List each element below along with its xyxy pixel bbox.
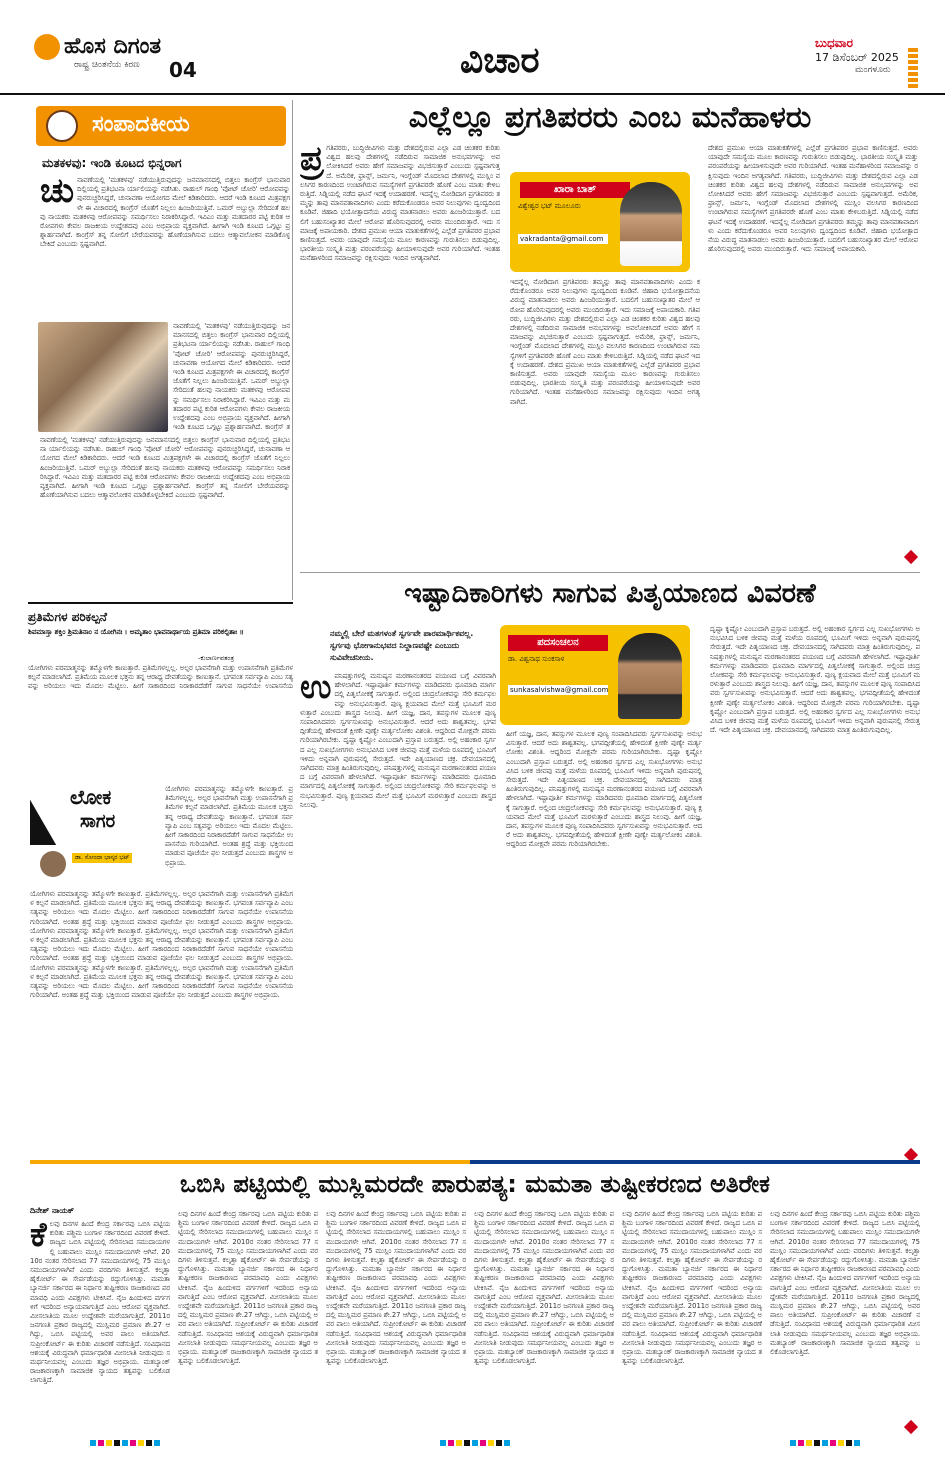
pratimegala-body-side	[165, 785, 293, 885]
article-2-body-2c: ಪನಿಷತ್ತುಗಳಲ್ಲಿ ಮನುಷ್ಯನ ಮರಣಾನಂತರದ ಪಯಣದ ಬಗ್ಗೆ ವಿವರವಾಗಿ ಹೇಳಲಾಗಿದೆ. ಇಷ್ಟಾಪೂರ್ತಿ ಕರ್ಮಗಳನ್ನು ಮಾಡಿದವರು ಧೂಮಾದಿ ಮಾರ್ಗದಲ್ಲಿ ಪಿತೃಲೋಕಕ್ಕೆ ಸಾಗುತ್ತಾರೆ. ಅಲ್ಲಿಂದ ಚಂದ್ರಲೋಕವನ್ನು ಸೇರಿ ಕರ್ಮಫಲವನ್ನು ಅನುಭವಿಸುತ್ತಾರೆ. ಪುಣ್ಯ ಕ್ಷಯವಾದ ಮೇಲೆ ಮತ್ತೆ ಭೂಮಿಗೆ ಮರಳುತ್ತಾರೆ ಎಂಬುದು ಶಾಸ್ತ್ರದ ನಿಲುವು.	[506, 785, 702, 821]
columnist-box-1	[510, 172, 690, 272]
article-1-body-1b: ಇದನ್ನೆಲ್ಲ ನೋಡಿದಾಗ ಪ್ರಗತಿಪರರು ತಮ್ಮನ್ನು ತಾವು ಮಾನವತಾವಾದಿಗಳು ಎಂದು ಕರೆದುಕೊಂಡರೂ ಅವರ ನಿಲುವುಗಳು ದ್ವಂದ್ವದಿಂದ ಕೂಡಿವೆ. ಜಿಹಾದಿ ಭಯೋತ್ಪಾದನೆಯ ವಿರುದ್ಧ ಮಾತನಾಡಲು ಅವರು ಹಿಂಜರಿಯುತ್ತಾರೆ. ಬದಲಿಗೆ ಬಹುಸಂಖ್ಯಾತರ ಮೇಲೆ ಆರೋಪ ಹೊರಿಸುವುದರಲ್ಲಿ ಅವರು ಮುಂದಿರುತ್ತಾರೆ. ಇದು ಸಮಾಜಕ್ಕೆ ಅಪಾಯಕಾರಿ.	[300, 190, 500, 235]
pratimegala-body-bottom	[30, 890, 293, 1160]
article-2-body-2: ಹೀಗೆ ಯಜ್ಞ, ದಾನ, ತಪಸ್ಸುಗಳ ಮೂಲಕ ಪುಣ್ಯ ಸಂಪಾದಿಸಿದವರು ಸ್ವರ್ಗಸುಖವನ್ನು ಅನುಭವಿಸುತ್ತಾರೆ. ಆದರೆ ಅದು ಶಾಶ್ವತವಲ್ಲ. ಭಗವದ್ಗೀತೆಯಲ್ಲಿ ಹೇಳಿದಂತೆ ಕ್ಷೀಣೇ ಪುಣ್ಯೇ ಮರ್ತ್ಯಲೋಕಂ ವಿಶಂತಿ. ಆದ್ದರಿಂದ ಮೋಕ್ಷವೇ ಪರಮ ಗುರಿಯಾಗಿರಬೇಕು.	[506, 730, 702, 757]
article-2-body-3d: ದೃಷ್ಟಾ ಕೃಷ್ಣೋ ಎಂಬುದಾಗಿ ಪ್ರಸ್ತಾಪ ಬರುತ್ತದೆ. ಅಲ್ಲಿ ಅಹಂಕಾರ ಸ್ವರ್ಗದ ಎಲ್ಲ ಸುಖಭೋಗಗಳು ಅನುಭವಿಸಿದ ಬಳಿಕ ಜೀವವು ಮತ್ತೆ ಮಳೆಯ ರೂಪದಲ್ಲಿ ಭೂಮಿಗೆ ಇಳಿದು ಅನ್ನವಾಗಿ ಪುರುಷನಲ್ಲಿ ಸೇರುತ್ತದೆ. ಇದೇ ಪಿತೃಯಾಣದ ಚಕ್ರ. ದೇವಯಾನದಲ್ಲಿ ಸಾಗಿದವರು ಮಾತ್ರ ಹಿಂತಿರುಗುವುದಿಲ್ಲ.	[710, 698, 920, 735]
article-2-body-1b: ಹೀಗೆ ಯಜ್ಞ, ದಾನ, ತಪಸ್ಸುಗಳ ಮೂಲಕ ಪುಣ್ಯ ಸಂಪಾದಿಸಿದವರು ಸ್ವರ್ಗಸುಖವನ್ನು ಅನುಭವಿಸುತ್ತಾರೆ. ಆದರೆ ಅದು ಶಾಶ್ವತವಲ್ಲ. ಭಗವದ್ಗೀತೆಯಲ್ಲಿ ಹೇಳಿದಂತೆ ಕ್ಷೀಣೇ ಪುಣ್ಯೇ ಮರ್ತ್ಯಲೋಕಂ ವಿಶಂತಿ. ಆದ್ದರಿಂದ ಮೋಕ್ಷವೇ ಪರಮ ಗುರಿಯಾಗಿರಬೇಕು.	[300, 708, 496, 745]
edition-city: ಮಂಗಳೂರು	[855, 65, 891, 75]
loka-title: ಲೋಕ	[70, 785, 112, 809]
editorial-body-side	[173, 322, 290, 432]
print-color-bar	[440, 1440, 510, 1446]
editorial-body-bottom	[40, 436, 290, 596]
columnist-email-2[interactable]: sunkasalvishwa@gmail.com	[510, 686, 609, 694]
editorial-body-cont: ನಾವಣೆಯಲ್ಲಿ 'ಮತಕಳವು' ನಡೆಯುತ್ತಿರುವುದನ್ನು ಜನಮಾನಸದಲ್ಲಿ ಬಿತ್ತಲು ಕಾಂಗ್ರೆಸ್ ಭಾನುವಾರ ದಿಲ್ಲಿಯಲ್ಲಿ ಪ್ರತಿಭಟನಾ ರ್ಯಾಲಿಯನ್ನು ನಡೆಸಿತು. ರಾಹುಲ್ ಗಾಂಧಿ 'ವೋಟ್ ಚೋರಿ' ಆರೋಪವನ್ನು ಪುನರುಚ್ಚರಿಸಿದ್ದರೆ, ಚುನಾವಣಾ ಆಯೋಗದ ಮೇಲೆ ಕಿಡಿಕಾರಿದರು. ಆದರೆ ಇಂಡಿ ಕೂಟದ ಮಿತ್ರಪಕ್ಷಗಳೇ ಈ ವಿಚಾರದಲ್ಲಿ ಕಾಂಗ್ರೆಸ್ ಜೊತೆಗೆ ನಿಲ್ಲಲು ಹಿಂಜರಿಯುತ್ತಿವೆ. ಒಮರ್ ಅಬ್ದುಲ್ಲಾ ಸೇರಿದಂತೆ ಹಲವು ನಾಯಕರು ಮತಕಳವು ಆರೋಪವನ್ನು ಸಮರ್ಥಿಸಲು ನಿರಾಕರಿಸಿದ್ದಾರೆ. ಇವಿಎಂ ಮತ್ತು ಮತದಾರರ ಪಟ್ಟಿ ಕುರಿತ ಆರೋಪಗಳು ಕೇವಲ ರಾಜಕೀಯ ಉದ್ದೇಶದವು ಎಂಬ ಅಭಿಪ್ರಾಯ ವ್ಯಕ್ತವಾಗಿದೆ. ಹೀಗಾಗಿ ಇಂಡಿ ಕೂಟದ ಒಗ್ಗಟ್ಟು ಪ್ರಶ್ನಾರ್ಹವಾಗಿದೆ. ಕಾಂಗ್ರೆಸ್ ತ	[173, 322, 290, 432]
pratimegala-body-a: ಯೋಗಿಗಳು ಪರಮಾತ್ಮನನ್ನು ತಮ್ಮೊಳಗೇ ಕಾಣುತ್ತಾರೆ. ಪ್ರತಿಮೆಗಳಲ್ಲಲ್ಲ. ಅಲ್ಪರ ಭಾವನೆಗಾಗಿ ಮತ್ತು ಉಪಾಸನೆಗಾಗಿ ಪ್ರತಿಮೆಗಳ ಕಲ್ಪನೆ ಮಾಡಲಾಗಿದೆ. ಪ್ರತಿಮೆಯ ಮೂಲಕ ಭಕ್ತನು ತನ್ನ ಆರಾಧ್ಯ ದೇವತೆಯನ್ನು ಕಾಣುತ್ತಾನೆ. ಭಗವಂತ ಸರ್ವವ್ಯಾಪಿ ಎಂಬ ಸತ್ಯವನ್ನು ಅರಿಯಲು ಇದು ಮೊದಲ ಮೆಟ್ಟಿಲು. ಹೀಗೆ ಸಾಕಾರದಿಂದ ನಿರಾಕಾರದೆಡೆಗೆ ಸಾಗುವ ಸಾಧನೆಯೇ ಉಪಾಸನೆಯ	[28, 664, 293, 690]
article-1-body-2c: ದೇಶದ ಪ್ರಮುಖ ಆಯಾ ಮಾತುಕತೆಗಳಲ್ಲಿ ಎಲ್ಲೆಡೆ ಪ್ರಗತಿಪರರ ಪ್ರಭಾವ ಕಾಣಿಸುತ್ತದೆ. ಅವರು ಯಾವುದೇ ಸಮಸ್ಯೆಯ ಮೂಲ ಕಾರಣವನ್ನು ಗುರುತಿಸಲು ಬಿಡುವುದಿಲ್ಲ. ಭಾರತೀಯ ಸಂಸ್ಕೃತಿ ಮತ್ತು ಪರಂಪರೆಯನ್ನು ಹೀಯಾಳಿಸುವುದೇ ಅವರ ಗುರಿಯಾಗಿದೆ. ಇಂತಹ ಮನೆಹಾಳರಿಂದ ಸಮಾಜವನ್ನು ರಕ್ಷಿಸುವುದು ಇಂದಿನ ಅಗತ್ಯವಾಗಿದೆ.	[510, 360, 700, 406]
editorial-dropcap: ಚು	[40, 176, 75, 211]
article-2-body-2b: ದೃಷ್ಟಾ ಕೃಷ್ಣೋ ಎಂಬುದಾಗಿ ಪ್ರಸ್ತಾಪ ಬರುತ್ತದೆ. ಅಲ್ಲಿ ಅಹಂಕಾರ ಸ್ವರ್ಗದ ಎಲ್ಲ ಸುಖಭೋಗಗಳು ಅನುಭವಿಸಿದ ಬಳಿಕ ಜೀವವು ಮತ್ತೆ ಮಳೆಯ ರೂಪದಲ್ಲಿ ಭೂಮಿಗೆ ಇಳಿದು ಅನ್ನವಾಗಿ ಪುರುಷನಲ್ಲಿ ಸೇರುತ್ತದೆ. ಇದೇ ಪಿತೃಯಾಣದ ಚಕ್ರ. ದೇವಯಾನದಲ್ಲಿ ಸಾಗಿದವರು ಮಾತ್ರ ಹಿಂತಿರುಗುವುದಿಲ್ಲ.	[506, 748, 702, 794]
columnist-photo	[620, 182, 682, 266]
bottom-col-4	[474, 1210, 614, 1430]
article-2-body-3: ದೃಷ್ಟಾ ಕೃಷ್ಣೋ ಎಂಬುದಾಗಿ ಪ್ರಸ್ತಾಪ ಬರುತ್ತದೆ. ಅಲ್ಲಿ ಅಹಂಕಾರ ಸ್ವರ್ಗದ ಎಲ್ಲ ಸುಖಭೋಗಗಳು ಅನುಭವಿಸಿದ ಬಳಿಕ ಜೀವವು ಮತ್ತೆ ಮಳೆಯ ರೂಪದಲ್ಲಿ ಭೂಮಿಗೆ ಇಳಿದು ಅನ್ನವಾಗಿ ಪುರುಷನಲ್ಲಿ ಸೇರುತ್ತದೆ. ಇದೇ ಪಿತೃಯಾಣದ ಚಕ್ರ. ದೇವಯಾನದಲ್ಲಿ ಸಾಗಿದವರು ಮಾತ್ರ ಹಿಂತಿರುಗುವುದಿಲ್ಲ.	[710, 625, 920, 652]
article-2-body-2d: ಹೀಗೆ ಯಜ್ಞ, ದಾನ, ತಪಸ್ಸುಗಳ ಮೂಲಕ ಪುಣ್ಯ ಸಂಪಾದಿಸಿದವರು ಸ್ವರ್ಗಸುಖವನ್ನು ಅನುಭವಿಸುತ್ತಾರೆ. ಆದರೆ ಅದು ಶಾಶ್ವತವಲ್ಲ. ಭಗವದ್ಗೀತೆಯಲ್ಲಿ ಹೇಳಿದಂತೆ ಕ್ಷೀಣೇ ಪುಣ್ಯೇ ಮರ್ತ್ಯಲೋಕಂ ವಿಶಂತಿ. ಆದ್ದರಿಂದ ಮೋಕ್ಷವೇ ಪರಮ ಗುರಿಯಾಗಿರಬೇಕು.	[506, 812, 702, 849]
article-1-body-2: ಇದನ್ನೆಲ್ಲ ನೋಡಿದಾಗ ಪ್ರಗತಿಪರರು ತಮ್ಮನ್ನು ತಾವು ಮಾನವತಾವಾದಿಗಳು ಎಂದು ಕರೆದುಕೊಂಡರೂ ಅವರ ನಿಲುವುಗಳು ದ್ವಂದ್ವದಿಂದ ಕೂಡಿವೆ. ಜಿಹಾದಿ ಭಯೋತ್ಪಾದನೆಯ ವಿರುದ್ಧ ಮಾತನಾಡಲು ಅವರು ಹಿಂಜರಿಯುತ್ತಾರೆ. ಬದಲಿಗೆ ಬಹುಸಂಖ್ಯಾತರ ಮೇಲೆ ಆರೋಪ ಹೊರಿಸುವುದರಲ್ಲಿ ಅವರು ಮುಂದಿರುತ್ತಾರೆ. ಇದು ಸಮಾಜಕ್ಕೆ ಅಪಾಯಕಾರಿ.	[510, 278, 700, 314]
bottom-col-1	[30, 1220, 170, 1430]
bottom-col-2	[178, 1210, 318, 1430]
article-1	[300, 100, 920, 570]
article-1-col-3	[708, 144, 918, 564]
columnist-name: ವಿಶ್ವೇಶ್ವರ ಭಟ್ ಮೂಲೂರು	[518, 202, 581, 210]
article-1-headline[interactable]: ಎಲ್ಲೆಲ್ಲೂ ಪ್ರಗತಿಪರರು ಎಂಬ ಮನೆಹಾಳರು	[408, 100, 812, 135]
article-2-headline[interactable]: ಇಷ್ಟಾದಿಕಾರಿಗಳು ಸಾಗುವ ಪಿತೃಯಾಣದ ವಿವರಣೆ	[404, 578, 816, 609]
editorial-headline[interactable]: ಮತಕಳವು: ಇಂಡಿ ಕೂಟದ ಭಿನ್ನರಾಗ	[42, 156, 182, 170]
sun-logo-icon	[34, 34, 60, 60]
editorial-badge	[36, 106, 286, 146]
column-name-2: ಪದಸಂಚಲನ	[508, 635, 608, 651]
bottom-body-3: ಲವು ದಿನಗಳ ಹಿಂದೆ ಕೇಂದ್ರ ಸರ್ಕಾರವು ಒಬಿಸಿ ಪಟ್ಟಿಯ ಕುರಿತು ಪಶ್ಚಿಮ ಬಂಗಾಳ ಸರ್ಕಾರದಿಂದ ವಿವರಣೆ ಕೇಳಿದೆ. ರಾಜ್ಯದ ಒಬಿಸಿ ಪಟ್ಟಿಯಲ್ಲಿ ಸೇರಿಸಲಾದ ಸಮುದಾಯಗಳಲ್ಲಿ ಬಹುಪಾಲು ಮುಸ್ಲಿಂ ಸಮುದಾಯಗಳೇ ಆಗಿವೆ. 2010ರ ನಂತರ ಸೇರಿಸಲಾದ 77 ಸಮುದಾಯಗಳಲ್ಲಿ 75 ಮುಸ್ಲಿಂ ಸಮುದಾಯಗಳಾಗಿವೆ ಎಂದು ವರದಿಗಳು ತಿಳಿಸುತ್ತವೆ. ಕಲ್ಕತ್ತಾ ಹೈಕೋರ್ಟ್ ಈ ಸೇರ್ಪಡೆಯನ್ನು ರದ್ದುಗೊಳಿಸಿತ್ತು. ಮಮತಾ ಬ್ಯಾನರ್ಜಿ ಸರ್ಕಾರದ ಈ ನಿರ್ಧಾರ ತುಷ್ಟೀಕರಣ ರಾಜಕಾರಣದ ಪರಮಾವಧಿ ಎಂದು ವಿಪಕ್ಷಗಳು ಟೀಕಿಸಿವೆ. ನೈಜ ಹಿಂದುಳಿದ ವರ್ಗಗಳಿಗೆ ಇದರಿಂದ ಅನ್ಯಾಯವಾಗುತ್ತಿದೆ ಎಂಬ ಆರೋಪ ವ್ಯಕ್ತವಾಗಿದೆ. ಮೀಸಲಾತಿಯ ಮೂಲ ಉದ್ದೇಶವೇ ಮರೆಯಾಗುತ್ತಿದೆ. 2011ರ ಜನಗಣತಿ ಪ್ರಕಾರ ರಾಜ್ಯದಲ್ಲಿ ಮುಸ್ಲಿಮರ ಪ್ರಮಾಣ ಶೇ.27 ಆಗಿದ್ದು, ಒಬಿಸಿ ಪಟ್ಟಿಯಲ್ಲಿ ಅವರ ಪಾಲು ಅತಿಯಾಗಿದೆ. ಸುಪ್ರೀಂಕೋರ್ಟ್ ಈ ಕುರಿತು ವಿಚಾರಣೆ ನಡೆಸುತ್ತಿದೆ. ಸಂವಿಧಾನದ ಆಶಯಕ್ಕೆ ವಿರುದ್ಧವಾಗಿ ಧರ್ಮಾಧಾರಿತ ಮೀಸಲಾತಿ ನೀಡುವುದು ಸಮರ್ಥನೀಯವಲ್ಲ ಎಂಬುದು ತಜ್ಞರ ಅಭಿಪ್ರಾಯ. ಮತಬ್ಯಾಂಕ್ ರಾಜಕಾರಣಕ್ಕಾಗಿ ಸಾಮಾಜಿಕ ನ್ಯಾಯದ ತತ್ವವನ್ನು ಬಲಿಕೊಡಲಾಗುತ್ತಿದೆ.	[326, 1210, 466, 1366]
pratimegala-body-c: ಯೋಗಿಗಳು ಪರಮಾತ್ಮನನ್ನು ತಮ್ಮೊಳಗೇ ಕಾಣುತ್ತಾರೆ. ಪ್ರತಿಮೆಗಳಲ್ಲಲ್ಲ. ಅಲ್ಪರ ಭಾವನೆಗಾಗಿ ಮತ್ತು ಉಪಾಸನೆಗಾಗಿ ಪ್ರತಿಮೆಗಳ ಕಲ್ಪನೆ ಮಾಡಲಾಗಿದೆ. ಪ್ರತಿಮೆಯ ಮೂಲಕ ಭಕ್ತನು ತನ್ನ ಆರಾಧ್ಯ ದೇವತೆಯನ್ನು ಕಾಣುತ್ತಾನೆ. ಭಗವಂತ ಸರ್ವವ್ಯಾಪಿ ಎಂಬ ಸತ್ಯವನ್ನು ಅರಿಯಲು ಇದು ಮೊದಲ ಮೆಟ್ಟಿಲು. ಹೀಗೆ ಸಾಕಾರದಿಂದ ನಿರಾಕಾರದೆಡೆಗೆ ಸಾಗುವ ಸಾಧನೆಯೇ ಉಪಾಸನೆಯ ಗುರಿಯಾಗಿದೆ. ಅಂತಹ ಶ್ರದ್ಧೆ ಮತ್ತು ಭಕ್ತಿಯಿಂದ ಮಾಡುವ ಪೂಜೆಯೇ ಫಲ ನೀಡುತ್ತದೆ ಎಂಬುದು ಶಾಸ್ತ್ರಗಳ ಅಭಿಪ್ರಾಯ.	[30, 890, 293, 926]
editorial-photo	[38, 322, 168, 432]
bottom-col-3	[326, 1210, 466, 1430]
newspaper-logo[interactable]	[34, 32, 234, 84]
weekday: ಬುಧವಾರ	[815, 36, 853, 50]
column-name: ಖಾರಾ ಬಾತ್	[520, 182, 630, 198]
editorial-body-top	[40, 176, 290, 320]
bottom-article-byline: ದಿನೇಶ್ ನಾಯಕ್	[30, 1206, 75, 1215]
bottom-body-4: ಲವು ದಿನಗಳ ಹಿಂದೆ ಕೇಂದ್ರ ಸರ್ಕಾರವು ಒಬಿಸಿ ಪಟ್ಟಿಯ ಕುರಿತು ಪಶ್ಚಿಮ ಬಂಗಾಳ ಸರ್ಕಾರದಿಂದ ವಿವರಣೆ ಕೇಳಿದೆ. ರಾಜ್ಯದ ಒಬಿಸಿ ಪಟ್ಟಿಯಲ್ಲಿ ಸೇರಿಸಲಾದ ಸಮುದಾಯಗಳಲ್ಲಿ ಬಹುಪಾಲು ಮುಸ್ಲಿಂ ಸಮುದಾಯಗಳೇ ಆಗಿವೆ. 2010ರ ನಂತರ ಸೇರಿಸಲಾದ 77 ಸಮುದಾಯಗಳಲ್ಲಿ 75 ಮುಸ್ಲಿಂ ಸಮುದಾಯಗಳಾಗಿವೆ ಎಂದು ವರದಿಗಳು ತಿಳಿಸುತ್ತವೆ. ಕಲ್ಕತ್ತಾ ಹೈಕೋರ್ಟ್ ಈ ಸೇರ್ಪಡೆಯನ್ನು ರದ್ದುಗೊಳಿಸಿತ್ತು. ಮಮತಾ ಬ್ಯಾನರ್ಜಿ ಸರ್ಕಾರದ ಈ ನಿರ್ಧಾರ ತುಷ್ಟೀಕರಣ ರಾಜಕಾರಣದ ಪರಮಾವಧಿ ಎಂದು ವಿಪಕ್ಷಗಳು ಟೀಕಿಸಿವೆ. ನೈಜ ಹಿಂದುಳಿದ ವರ್ಗಗಳಿಗೆ ಇದರಿಂದ ಅನ್ಯಾಯವಾಗುತ್ತಿದೆ ಎಂಬ ಆರೋಪ ವ್ಯಕ್ತವಾಗಿದೆ. ಮೀಸಲಾತಿಯ ಮೂಲ ಉದ್ದೇಶವೇ ಮರೆಯಾಗುತ್ತಿದೆ. 2011ರ ಜನಗಣತಿ ಪ್ರಕಾರ ರಾಜ್ಯದಲ್ಲಿ ಮುಸ್ಲಿಮರ ಪ್ರಮಾಣ ಶೇ.27 ಆಗಿದ್ದು, ಒಬಿಸಿ ಪಟ್ಟಿಯಲ್ಲಿ ಅವರ ಪಾಲು ಅತಿಯಾಗಿದೆ. ಸುಪ್ರೀಂಕೋರ್ಟ್ ಈ ಕುರಿತು ವಿಚಾರಣೆ ನಡೆಸುತ್ತಿದೆ. ಸಂವಿಧಾನದ ಆಶಯಕ್ಕೆ ವಿರುದ್ಧವಾಗಿ ಧರ್ಮಾಧಾರಿತ ಮೀಸಲಾತಿ ನೀಡುವುದು ಸಮರ್ಥನೀಯವಲ್ಲ ಎಂಬುದು ತಜ್ಞರ ಅಭಿಪ್ರಾಯ. ಮತಬ್ಯಾಂಕ್ ರಾಜಕಾರಣಕ್ಕಾಗಿ ಸಾಮಾಜಿಕ ನ್ಯಾಯದ ತತ್ವವನ್ನು ಬಲಿಕೊಡಲಾಗುತ್ತಿದೆ.	[474, 1210, 614, 1366]
page-number: 04	[169, 58, 197, 82]
article-1-body-3b: ಗತಿಪರರು, ಬುದ್ಧಿಜೀವಿಗಳು ಮತ್ತು ದೇಶದಲ್ಲಿರುವ ಎಲ್ಲಾ ಎಡ ಚಿಂತಕರ ಕುರಿತು ವಿಶ್ವದ ಹಲವು ದೇಶಗಳಲ್ಲಿ ನಡೆದಿರುವ ಸಾಮಾಜಿಕ ಅನುಭವಗಳನ್ನು ಅವಲೋಕಿಸಿದರೆ ಅವರು ಹೇಗೆ ಸಮಾಜವನ್ನು ವಿಭಜಿಸುತ್ತಾರೆ ಎಂಬುದು ಸ್ಪಷ್ಟವಾಗುತ್ತದೆ. ಅಮೆರಿಕ, ಫ್ರಾನ್ಸ್, ಜರ್ಮನಿ, ಇಂಗ್ಲೆಂಡ್ ಮೊದಲಾದ ದೇಶಗಳಲ್ಲಿ ಮುಸ್ಲಿಂ ವಲಸಿಗರ ಕಾರಣದಿಂದ ಉಂಟಾಗಿರುವ ಸಮಸ್ಯೆಗಳಿಗೆ ಪ್ರಗತಿಪರರೇ ಹೊಣೆ ಎಂಬ ಮಾತು ಕೇಳಿಬರುತ್ತಿದೆ. ಸಿಡ್ನಿಯಲ್ಲಿ ನಡೆದ ಘಟನೆ ಇದಕ್ಕೆ ಉದಾಹರಣೆ.	[708, 171, 918, 226]
article-1-body-1: ಗತಿಪರರು, ಬುದ್ಧಿಜೀವಿಗಳು ಮತ್ತು ದೇಶದಲ್ಲಿರುವ ಎಲ್ಲಾ ಎಡ ಚಿಂತಕರ ಕುರಿತು ವಿಶ್ವದ ಹಲವು ದೇಶಗಳಲ್ಲಿ ನಡೆದಿರುವ ಸಾಮಾಜಿಕ ಅನುಭವಗಳನ್ನು ಅವಲೋಕಿಸಿದರೆ ಅವರು ಹೇಗೆ ಸಮಾಜವನ್ನು ವಿಭಜಿಸುತ್ತಾರೆ ಎಂಬುದು ಸ್ಪಷ್ಟವಾಗುತ್ತದೆ. ಅಮೆರಿಕ, ಫ್ರಾನ್ಸ್, ಜರ್ಮನಿ, ಇಂಗ್ಲೆಂಡ್ ಮೊದಲಾದ ದೇಶಗಳಲ್ಲಿ ಮುಸ್ಲಿಂ ವಲಸಿಗರ ಕಾರಣದಿಂದ ಉಂಟಾಗಿರುವ ಸಮಸ್ಯೆಗಳಿಗೆ ಪ್ರಗತಿಪರರೇ ಹೊಣೆ ಎಂಬ ಮಾತು ಕೇಳಿಬರುತ್ತಿದೆ. ಸಿಡ್ನಿಯಲ್ಲಿ ನಡೆದ ಘಟನೆ ಇದಕ್ಕೆ ಉದಾಹರಣೆ.	[300, 144, 500, 199]
print-color-bar	[90, 1440, 160, 1446]
columnist-photo-2	[618, 633, 682, 719]
article-1-col-2	[510, 278, 700, 564]
pratimegala-body-b: ಯೋಗಿಗಳು ಪರಮಾತ್ಮನನ್ನು ತಮ್ಮೊಳಗೇ ಕಾಣುತ್ತಾರೆ. ಪ್ರತಿಮೆಗಳಲ್ಲಲ್ಲ. ಅಲ್ಪರ ಭಾವನೆಗಾಗಿ ಮತ್ತು ಉಪಾಸನೆಗಾಗಿ ಪ್ರತಿಮೆಗಳ ಕಲ್ಪನೆ ಮಾಡಲಾಗಿದೆ. ಪ್ರತಿಮೆಯ ಮೂಲಕ ಭಕ್ತನು ತನ್ನ ಆರಾಧ್ಯ ದೇವತೆಯನ್ನು ಕಾಣುತ್ತಾನೆ. ಭಗವಂತ ಸರ್ವವ್ಯಾಪಿ ಎಂಬ ಸತ್ಯವನ್ನು ಅರಿಯಲು ಇದು ಮೊದಲ ಮೆಟ್ಟಿಲು. ಹೀಗೆ ಸಾಕಾರದಿಂದ ನಿರಾಕಾರದೆಡೆಗೆ ಸಾಗುವ ಸಾಧನೆಯೇ ಉಪಾಸನೆಯ ಗುರಿಯಾಗಿದೆ. ಅಂತಹ ಶ್ರದ್ಧೆ ಮತ್ತು ಭಕ್ತಿಯಿಂದ ಮಾಡುವ ಪೂಜೆಯೇ ಫಲ ನೀಡುತ್ತದೆ ಎಂಬುದು ಶಾಸ್ತ್ರಗಳ ಅಭಿಪ್ರಾಯ.	[165, 785, 293, 867]
editorial-badge-label: ಸಂಪಾದಕೀಯ	[92, 112, 190, 137]
logo-text: ಹೊಸ ದಿಗಂತ	[64, 34, 162, 59]
column-pratimegala	[28, 602, 293, 762]
orange-rule	[30, 1160, 470, 1164]
article-2-body-3b: ಪನಿಷತ್ತುಗಳಲ್ಲಿ ಮನುಷ್ಯನ ಮರಣಾನಂತರದ ಪಯಣದ ಬಗ್ಗೆ ವಿವರವಾಗಿ ಹೇಳಲಾಗಿದೆ. ಇಷ್ಟಾಪೂರ್ತಿ ಕರ್ಮಗಳನ್ನು ಮಾಡಿದವರು ಧೂಮಾದಿ ಮಾರ್ಗದಲ್ಲಿ ಪಿತೃಲೋಕಕ್ಕೆ ಸಾಗುತ್ತಾರೆ. ಅಲ್ಲಿಂದ ಚಂದ್ರಲೋಕವನ್ನು ಸೇರಿ ಕರ್ಮಫಲವನ್ನು ಅನುಭವಿಸುತ್ತಾರೆ. ಪುಣ್ಯ ಕ್ಷಯವಾದ ಮೇಲೆ ಮತ್ತೆ ಭೂಮಿಗೆ ಮರಳುತ್ತಾರೆ ಎಂಬುದು ಶಾಸ್ತ್ರದ ನಿಲುವು.	[710, 643, 920, 689]
pratimegala-quote: ಶಿವಮಾಸ್ತಾ ಶಕ್ತಿಂ ಶ್ರಿಮತಿನಾಂ ನ ಯೋಗಿನಃ । ಅಮೃತಾಂ ಭಾವನಾರ್ಥಾಯ ಪ್ರತಿಮಾ ಪರಿಕಲ್ಪಿತಾಃ ॥	[28, 628, 244, 636]
bottom-article-headline[interactable]: ಒಬಿಸಿ ಪಟ್ಟಿಯಲ್ಲಿ ಮುಸ್ಲಿಮರದೇ ಪಾರುಪತ್ಯ: ಮಮತಾ ತುಷ್ಟೀಕರಣದ ಅತಿರೇಕ	[180, 1170, 770, 1198]
article-2-col-2	[506, 730, 702, 1160]
bottom-body-2: ಲವು ದಿನಗಳ ಹಿಂದೆ ಕೇಂದ್ರ ಸರ್ಕಾರವು ಒಬಿಸಿ ಪಟ್ಟಿಯ ಕುರಿತು ಪಶ್ಚಿಮ ಬಂಗಾಳ ಸರ್ಕಾರದಿಂದ ವಿವರಣೆ ಕೇಳಿದೆ. ರಾಜ್ಯದ ಒಬಿಸಿ ಪಟ್ಟಿಯಲ್ಲಿ ಸೇರಿಸಲಾದ ಸಮುದಾಯಗಳಲ್ಲಿ ಬಹುಪಾಲು ಮುಸ್ಲಿಂ ಸಮುದಾಯಗಳೇ ಆಗಿವೆ. 2010ರ ನಂತರ ಸೇರಿಸಲಾದ 77 ಸಮುದಾಯಗಳಲ್ಲಿ 75 ಮುಸ್ಲಿಂ ಸಮುದಾಯಗಳಾಗಿವೆ ಎಂದು ವರದಿಗಳು ತಿಳಿಸುತ್ತವೆ. ಕಲ್ಕತ್ತಾ ಹೈಕೋರ್ಟ್ ಈ ಸೇರ್ಪಡೆಯನ್ನು ರದ್ದುಗೊಳಿಸಿತ್ತು. ಮಮತಾ ಬ್ಯಾನರ್ಜಿ ಸರ್ಕಾರದ ಈ ನಿರ್ಧಾರ ತುಷ್ಟೀಕರಣ ರಾಜಕಾರಣದ ಪರಮಾವಧಿ ಎಂದು ವಿಪಕ್ಷಗಳು ಟೀಕಿಸಿವೆ. ನೈಜ ಹಿಂದುಳಿದ ವರ್ಗಗಳಿಗೆ ಇದರಿಂದ ಅನ್ಯಾಯವಾಗುತ್ತಿದೆ ಎಂಬ ಆರೋಪ ವ್ಯಕ್ತವಾಗಿದೆ. ಮೀಸಲಾತಿಯ ಮೂಲ ಉದ್ದೇಶವೇ ಮರೆಯಾಗುತ್ತಿದೆ. 2011ರ ಜನಗಣತಿ ಪ್ರಕಾರ ರಾಜ್ಯದಲ್ಲಿ ಮುಸ್ಲಿಮರ ಪ್ರಮಾಣ ಶೇ.27 ಆಗಿದ್ದು, ಒಬಿಸಿ ಪಟ್ಟಿಯಲ್ಲಿ ಅವರ ಪಾಲು ಅತಿಯಾಗಿದೆ. ಸುಪ್ರೀಂಕೋರ್ಟ್ ಈ ಕುರಿತು ವಿಚಾರಣೆ ನಡೆಸುತ್ತಿದೆ. ಸಂವಿಧಾನದ ಆಶಯಕ್ಕೆ ವಿರುದ್ಧವಾಗಿ ಧರ್ಮಾಧಾರಿತ ಮೀಸಲಾತಿ ನೀಡುವುದು ಸಮರ್ಥನೀಯವಲ್ಲ ಎಂಬುದು ತಜ್ಞರ ಅಭಿಪ್ರಾಯ. ಮತಬ್ಯಾಂಕ್ ರಾಜಕಾರಣಕ್ಕಾಗಿ ಸಾಮಾಜಿಕ ನ್ಯಾಯದ ತತ್ವವನ್ನು ಬಲಿಕೊಡಲಾಗುತ್ತಿದೆ.	[178, 1210, 318, 1366]
bottom-col-5	[622, 1210, 762, 1430]
article-2-body-1d: ಪನಿಷತ್ತುಗಳಲ್ಲಿ ಮನುಷ್ಯನ ಮರಣಾನಂತರದ ಪಯಣದ ಬಗ್ಗೆ ವಿವರವಾಗಿ ಹೇಳಲಾಗಿದೆ. ಇಷ್ಟಾಪೂರ್ತಿ ಕರ್ಮಗಳನ್ನು ಮಾಡಿದವರು ಧೂಮಾದಿ ಮಾರ್ಗದಲ್ಲಿ ಪಿತೃಲೋಕಕ್ಕೆ ಸಾಗುತ್ತಾರೆ. ಅಲ್ಲಿಂದ ಚಂದ್ರಲೋಕವನ್ನು ಸೇರಿ ಕರ್ಮಫಲವನ್ನು ಅನುಭವಿಸುತ್ತಾರೆ. ಪುಣ್ಯ ಕ್ಷಯವಾದ ಮೇಲೆ ಮತ್ತೆ ಭೂಮಿಗೆ ಮರಳುತ್ತಾರೆ ಎಂಬುದು ಶಾಸ್ತ್ರದ ನಿಲುವು.	[300, 764, 496, 809]
article-2-intro: ನಮ್ಮಲ್ಲಿ ಬೇರೆ ಮತಗಳಂತೆ ಸ್ವರ್ಗವೇ ಪಾರಮಾರ್ಥಿಕವಲ್ಲ. ಸ್ವರ್ಗವು ಭೋಗಾನುಭವದ ನಿಲ್ದಾಣವಷ್ಟೇ ಎಂಬುದು ಸುವಿವೇಚನೀಯ.	[330, 629, 474, 662]
bottom-col-6	[770, 1210, 920, 1430]
date: 17 ಡಿಸೆಂಬರ್ 2025	[815, 51, 899, 64]
article-2-col-3	[710, 625, 920, 1160]
article-1-body-1c: ದೇಶದ ಪ್ರಮುಖ ಆಯಾ ಮಾತುಕತೆಗಳಲ್ಲಿ ಎಲ್ಲೆಡೆ ಪ್ರಗತಿಪರರ ಪ್ರಭಾವ ಕಾಣಿಸುತ್ತದೆ. ಅವರು ಯಾವುದೇ ಸಮಸ್ಯೆಯ ಮೂಲ ಕಾರಣವನ್ನು ಗುರುತಿಸಲು ಬಿಡುವುದಿಲ್ಲ. ಭಾರತೀಯ ಸಂಸ್ಕೃತಿ ಮತ್ತು ಪರಂಪರೆಯನ್ನು ಹೀಯಾಳಿಸುವುದೇ ಅವರ ಗುರಿಯಾಗಿದೆ. ಇಂತಹ ಮನೆಹಾಳರಿಂದ ಸಮಾಜವನ್ನು ರಕ್ಷಿಸುವುದು ಇಂದಿನ ಅಗತ್ಯವಾಗಿದೆ.	[300, 226, 500, 263]
decorative-stripe	[908, 48, 918, 88]
article-1-body-3c: ಇದನ್ನೆಲ್ಲ ನೋಡಿದಾಗ ಪ್ರಗತಿಪರರು ತಮ್ಮನ್ನು ತಾವು ಮಾನವತಾವಾದಿಗಳು ಎಂದು ಕರೆದುಕೊಂಡರೂ ಅವರ ನಿಲುವುಗಳು ದ್ವಂದ್ವದಿಂದ ಕೂಡಿವೆ. ಜಿಹಾದಿ ಭಯೋತ್ಪಾದನೆಯ ವಿರುದ್ಧ ಮಾತನಾಡಲು ಅವರು ಹಿಂಜರಿಯುತ್ತಾರೆ. ಬದಲಿಗೆ ಬಹುಸಂಖ್ಯಾತರ ಮೇಲೆ ಆರೋಪ ಹೊರಿಸುವುದರಲ್ಲಿ ಅವರು ಮುಂದಿರುತ್ತಾರೆ. ಇದು ಸಮಾಜಕ್ಕೆ ಅಪಾಯಕಾರಿ.	[708, 217, 918, 254]
editorial-body-cont2: ನಾವಣೆಯಲ್ಲಿ 'ಮತಕಳವು' ನಡೆಯುತ್ತಿರುವುದನ್ನು ಜನಮಾನಸದಲ್ಲಿ ಬಿತ್ತಲು ಕಾಂಗ್ರೆಸ್ ಭಾನುವಾರ ದಿಲ್ಲಿಯಲ್ಲಿ ಪ್ರತಿಭಟನಾ ರ್ಯಾಲಿಯನ್ನು ನಡೆಸಿತು. ರಾಹುಲ್ ಗಾಂಧಿ 'ವೋಟ್ ಚೋರಿ' ಆರೋಪವನ್ನು ಪುನರುಚ್ಚರಿಸಿದ್ದರೆ, ಚುನಾವಣಾ ಆಯೋಗದ ಮೇಲೆ ಕಿಡಿಕಾರಿದರು. ಆದರೆ ಇಂಡಿ ಕೂಟದ ಮಿತ್ರಪಕ್ಷಗಳೇ ಈ ವಿಚಾರದಲ್ಲಿ ಕಾಂಗ್ರೆಸ್ ಜೊತೆಗೆ ನಿಲ್ಲಲು ಹಿಂಜರಿಯುತ್ತಿವೆ. ಒಮರ್ ಅಬ್ದುಲ್ಲಾ ಸೇರಿದಂತೆ ಹಲವು ನಾಯಕರು ಮತಕಳವು ಆರೋಪವನ್ನು ಸಮರ್ಥಿಸಲು ನಿರಾಕರಿಸಿದ್ದಾರೆ. ಇವಿಎಂ ಮತ್ತು ಮತದಾರರ ಪಟ್ಟಿ ಕುರಿತ ಆರೋಪಗಳು ಕೇವಲ ರಾಜಕೀಯ ಉದ್ದೇಶದವು ಎಂಬ ಅಭಿಪ್ರಾಯ ವ್ಯಕ್ತವಾಗಿದೆ. ಹೀಗಾಗಿ ಇಂಡಿ ಕೂಟದ ಒಗ್ಗಟ್ಟು ಪ್ರಶ್ನಾರ್ಹವಾಗಿದೆ. ಕಾಂಗ್ರೆಸ್ ತನ್ನ ಸೋಲಿಗೆ ಬೇರೆಯವರನ್ನು ಹೊಣೆಯಾಗಿಸುವ ಬದಲು ಆತ್ಮಾವಲೋಕನ ಮಾಡಿಕೊಳ್ಳಬೇಕಿದೆ ಎಂಬುದು ಸ್ಪಷ್ಟವಾಗಿದೆ.	[40, 436, 290, 500]
columnist-box-2	[500, 625, 690, 725]
bottom-body-1: ಲವು ದಿನಗಳ ಹಿಂದೆ ಕೇಂದ್ರ ಸರ್ಕಾರವು ಒಬಿಸಿ ಪಟ್ಟಿಯ ಕುರಿತು ಪಶ್ಚಿಮ ಬಂಗಾಳ ಸರ್ಕಾರದಿಂದ ವಿವರಣೆ ಕೇಳಿದೆ. ರಾಜ್ಯದ ಒಬಿಸಿ ಪಟ್ಟಿಯಲ್ಲಿ ಸೇರಿಸಲಾದ ಸಮುದಾಯಗಳಲ್ಲಿ ಬಹುಪಾಲು ಮುಸ್ಲಿಂ ಸಮುದಾಯಗಳೇ ಆಗಿವೆ. 2010ರ ನಂತರ ಸೇರಿಸಲಾದ 77 ಸಮುದಾಯಗಳಲ್ಲಿ 75 ಮುಸ್ಲಿಂ ಸಮುದಾಯಗಳಾಗಿವೆ ಎಂದು ವರದಿಗಳು ತಿಳಿಸುತ್ತವೆ. ಕಲ್ಕತ್ತಾ ಹೈಕೋರ್ಟ್ ಈ ಸೇರ್ಪಡೆಯನ್ನು ರದ್ದುಗೊಳಿಸಿತ್ತು. ಮಮತಾ ಬ್ಯಾನರ್ಜಿ ಸರ್ಕಾರದ ಈ ನಿರ್ಧಾರ ತುಷ್ಟೀಕರಣ ರಾಜಕಾರಣದ ಪರಮಾವಧಿ ಎಂದು ವಿಪಕ್ಷಗಳು ಟೀಕಿಸಿವೆ. ನೈಜ ಹಿಂದುಳಿದ ವರ್ಗಗಳಿಗೆ ಇದರಿಂದ ಅನ್ಯಾಯವಾಗುತ್ತಿದೆ ಎಂಬ ಆರೋಪ ವ್ಯಕ್ತವಾಗಿದೆ. ಮೀಸಲಾತಿಯ ಮೂಲ ಉದ್ದೇಶವೇ ಮರೆಯಾಗುತ್ತಿದೆ. 2011ರ ಜನಗಣತಿ ಪ್ರಕಾರ ರಾಜ್ಯದಲ್ಲಿ ಮುಸ್ಲಿಮರ ಪ್ರಮಾಣ ಶೇ.27 ಆಗಿದ್ದು, ಒಬಿಸಿ ಪಟ್ಟಿಯಲ್ಲಿ ಅವರ ಪಾಲು ಅತಿಯಾಗಿದೆ. ಸುಪ್ರೀಂಕೋರ್ಟ್ ಈ ಕುರಿತು ವಿಚಾರಣೆ ನಡೆಸುತ್ತಿದೆ. ಸಂವಿಧಾನದ ಆಶಯಕ್ಕೆ ವಿರುದ್ಧವಾಗಿ ಧರ್ಮಾಧಾರಿತ ಮೀಸಲಾತಿ ನೀಡುವುದು ಸಮರ್ಥನೀಯವಲ್ಲ ಎಂಬುದು ತಜ್ಞರ ಅಭಿಪ್ರಾಯ. ಮತಬ್ಯಾಂಕ್ ರಾಜಕಾರಣಕ್ಕಾಗಿ ಸಾಮಾಜಿಕ ನ್ಯಾಯದ ತತ್ವವನ್ನು ಬಲಿಕೊಡಲಾಗುತ್ತಿದೆ.	[30, 1220, 170, 1385]
logo-tagline: ರಾಷ್ಟ್ರ ಚಿಂತನೆಯ ಕಿರಣ	[74, 60, 140, 70]
columnist-name-2: ಡಾ. ವಿಶ್ವನಾಥ ಸುಂಕಸಾಳ	[508, 655, 565, 663]
pen-nib-icon	[30, 785, 60, 845]
loka-sagara-logo	[30, 785, 160, 880]
article-1-body-2b: ಗತಿಪರರು, ಬುದ್ಧಿಜೀವಿಗಳು ಮತ್ತು ದೇಶದಲ್ಲಿರುವ ಎಲ್ಲಾ ಎಡ ಚಿಂತಕರ ಕುರಿತು ವಿಶ್ವದ ಹಲವು ದೇಶಗಳಲ್ಲಿ ನಡೆದಿರುವ ಸಾಮಾಜಿಕ ಅನುಭವಗಳನ್ನು ಅವಲೋಕಿಸಿದರೆ ಅವರು ಹೇಗೆ ಸಮಾಜವನ್ನು ವಿಭಜಿಸುತ್ತಾರೆ ಎಂಬುದು ಸ್ಪಷ್ಟವಾಗುತ್ತದೆ. ಅಮೆರಿಕ, ಫ್ರಾನ್ಸ್, ಜರ್ಮನಿ, ಇಂಗ್ಲೆಂಡ್ ಮೊದಲಾದ ದೇಶಗಳಲ್ಲಿ ಮುಸ್ಲಿಂ ವಲಸಿಗರ ಕಾರಣದಿಂದ ಉಂಟಾಗಿರುವ ಸಮಸ್ಯೆಗಳಿಗೆ ಪ್ರಗತಿಪರರೇ ಹೊಣೆ ಎಂಬ ಮಾತು ಕೇಳಿಬರುತ್ತಿದೆ. ಸಿಡ್ನಿಯಲ್ಲಿ ನಡೆದ ಘಟನೆ ಇದಕ್ಕೆ ಉದಾಹರಣೆ.	[510, 305, 700, 369]
blue-rule	[470, 1160, 920, 1164]
article-2-dropcap: ಉ	[300, 672, 332, 707]
bottom-body-5: ಲವು ದಿನಗಳ ಹಿಂದೆ ಕೇಂದ್ರ ಸರ್ಕಾರವು ಒಬಿಸಿ ಪಟ್ಟಿಯ ಕುರಿತು ಪಶ್ಚಿಮ ಬಂಗಾಳ ಸರ್ಕಾರದಿಂದ ವಿವರಣೆ ಕೇಳಿದೆ. ರಾಜ್ಯದ ಒಬಿಸಿ ಪಟ್ಟಿಯಲ್ಲಿ ಸೇರಿಸಲಾದ ಸಮುದಾಯಗಳಲ್ಲಿ ಬಹುಪಾಲು ಮುಸ್ಲಿಂ ಸಮುದಾಯಗಳೇ ಆಗಿವೆ. 2010ರ ನಂತರ ಸೇರಿಸಲಾದ 77 ಸಮುದಾಯಗಳಲ್ಲಿ 75 ಮುಸ್ಲಿಂ ಸಮುದಾಯಗಳಾಗಿವೆ ಎಂದು ವರದಿಗಳು ತಿಳಿಸುತ್ತವೆ. ಕಲ್ಕತ್ತಾ ಹೈಕೋರ್ಟ್ ಈ ಸೇರ್ಪಡೆಯನ್ನು ರದ್ದುಗೊಳಿಸಿತ್ತು. ಮಮತಾ ಬ್ಯಾನರ್ಜಿ ಸರ್ಕಾರದ ಈ ನಿರ್ಧಾರ ತುಷ್ಟೀಕರಣ ರಾಜಕಾರಣದ ಪರಮಾವಧಿ ಎಂದು ವಿಪಕ್ಷಗಳು ಟೀಕಿಸಿವೆ. ನೈಜ ಹಿಂದುಳಿದ ವರ್ಗಗಳಿಗೆ ಇದರಿಂದ ಅನ್ಯಾಯವಾಗುತ್ತಿದೆ ಎಂಬ ಆರೋಪ ವ್ಯಕ್ತವಾಗಿದೆ. ಮೀಸಲಾತಿಯ ಮೂಲ ಉದ್ದೇಶವೇ ಮರೆಯಾಗುತ್ತಿದೆ. 2011ರ ಜನಗಣತಿ ಪ್ರಕಾರ ರಾಜ್ಯದಲ್ಲಿ ಮುಸ್ಲಿಮರ ಪ್ರಮಾಣ ಶೇ.27 ಆಗಿದ್ದು, ಒಬಿಸಿ ಪಟ್ಟಿಯಲ್ಲಿ ಅವರ ಪಾಲು ಅತಿಯಾಗಿದೆ. ಸುಪ್ರೀಂಕೋರ್ಟ್ ಈ ಕುರಿತು ವಿಚಾರಣೆ ನಡೆಸುತ್ತಿದೆ. ಸಂವಿಧಾನದ ಆಶಯಕ್ಕೆ ವಿರುದ್ಧವಾಗಿ ಧರ್ಮಾಧಾರಿತ ಮೀಸಲಾತಿ ನೀಡುವುದು ಸಮರ್ಥನೀಯವಲ್ಲ ಎಂಬುದು ತಜ್ಞರ ಅಭಿಪ್ರಾಯ. ಮತಬ್ಯಾಂಕ್ ರಾಜಕಾರಣಕ್ಕಾಗಿ ಸಾಮಾಜಿಕ ನ್ಯಾಯದ ತತ್ವವನ್ನು ಬಲಿಕೊಡಲಾಗುತ್ತಿದೆ.	[622, 1210, 762, 1366]
bottom-dropcap: ಕೆ	[30, 1220, 47, 1255]
pratimegala-title[interactable]: ಪ್ರತಿಮೆಗಳ ಪರಿಕಲ್ಪನೆ	[28, 610, 107, 624]
columnist-email[interactable]: vakradanta@gmail.com	[518, 234, 608, 244]
pratimegala-body-e: ಯೋಗಿಗಳು ಪರಮಾತ್ಮನನ್ನು ತಮ್ಮೊಳಗೇ ಕಾಣುತ್ತಾರೆ. ಪ್ರತಿಮೆಗಳಲ್ಲಲ್ಲ. ಅಲ್ಪರ ಭಾವನೆಗಾಗಿ ಮತ್ತು ಉಪಾಸನೆಗಾಗಿ ಪ್ರತಿಮೆಗಳ ಕಲ್ಪನೆ ಮಾಡಲಾಗಿದೆ. ಪ್ರತಿಮೆಯ ಮೂಲಕ ಭಕ್ತನು ತನ್ನ ಆರಾಧ್ಯ ದೇವತೆಯನ್ನು ಕಾಣುತ್ತಾನೆ. ಭಗವಂತ ಸರ್ವವ್ಯಾಪಿ ಎಂಬ ಸತ್ಯವನ್ನು ಅರಿಯಲು ಇದು ಮೊದಲ ಮೆಟ್ಟಿಲು. ಹೀಗೆ ಸಾಕಾರದಿಂದ ನಿರಾಕಾರದೆಡೆಗೆ ಸಾಗುವ ಸಾಧನೆಯೇ ಉಪಾಸನೆಯ ಗುರಿಯಾಗಿದೆ. ಅಂತಹ ಶ್ರದ್ಧೆ ಮತ್ತು ಭಕ್ತಿಯಿಂದ ಮಾಡುವ ಪೂಜೆಯೇ ಫಲ ನೀಡುತ್ತದೆ ಎಂಬುದು ಶಾಸ್ತ್ರಗಳ ಅಭಿಪ್ರಾಯ.	[30, 963, 293, 1000]
article-1-col-1	[300, 144, 500, 564]
loka-author-name: ಡಾ. ಸೋಂದಾ ಭಾಸ್ಕರ ಭಟ್	[72, 853, 132, 863]
editorial-body: ನಾವಣೆಯಲ್ಲಿ 'ಮತಕಳವು' ನಡೆಯುತ್ತಿರುವುದನ್ನು ಜನಮಾನಸದಲ್ಲಿ ಬಿತ್ತಲು ಕಾಂಗ್ರೆಸ್ ಭಾನುವಾರ ದಿಲ್ಲಿಯಲ್ಲಿ ಪ್ರತಿಭಟನಾ ರ್ಯಾಲಿಯನ್ನು ನಡೆಸಿತು. ರಾಹುಲ್ ಗಾಂಧಿ 'ವೋಟ್ ಚೋರಿ' ಆರೋಪವನ್ನು ಪುನರುಚ್ಚರಿಸಿದ್ದರೆ, ಚುನಾವಣಾ ಆಯೋಗದ ಮೇಲೆ ಕಿಡಿಕಾರಿದರು. ಆದರೆ ಇಂಡಿ ಕೂಟದ ಮಿತ್ರಪಕ್ಷಗಳೇ ಈ ವಿಚಾರದಲ್ಲಿ ಕಾಂಗ್ರೆಸ್ ಜೊತೆಗೆ ನಿಲ್ಲಲು ಹಿಂಜರಿಯುತ್ತಿವೆ. ಒಮರ್ ಅಬ್ದುಲ್ಲಾ ಸೇರಿದಂತೆ ಹಲವು ನಾಯಕರು ಮತಕಳವು ಆರೋಪವನ್ನು ಸಮರ್ಥಿಸಲು ನಿರಾಕರಿಸಿದ್ದಾರೆ. ಇವಿಎಂ ಮತ್ತು ಮತದಾರರ ಪಟ್ಟಿ ಕುರಿತ ಆರೋಪಗಳು ಕೇವಲ ರಾಜಕೀಯ ಉದ್ದೇಶದವು ಎಂಬ ಅಭಿಪ್ರಾಯ ವ್ಯಕ್ತವಾಗಿದೆ. ಹೀಗಾಗಿ ಇಂಡಿ ಕೂಟದ ಒಗ್ಗಟ್ಟು ಪ್ರಶ್ನಾರ್ಹವಾಗಿದೆ. ಕಾಂಗ್ರೆಸ್ ತನ್ನ ಸೋಲಿಗೆ ಬೇರೆಯವರನ್ನು ಹೊಣೆಯಾಗಿಸುವ ಬದಲು ಆತ್ಮಾವಲೋಕನ ಮಾಡಿಕೊಳ್ಳಬೇಕಿದೆ ಎಂಬುದು ಸ್ಪಷ್ಟವಾಗಿದೆ.	[40, 176, 290, 249]
article-1-body-3: ದೇಶದ ಪ್ರಮುಖ ಆಯಾ ಮಾತುಕತೆಗಳಲ್ಲಿ ಎಲ್ಲೆಡೆ ಪ್ರಗತಿಪರರ ಪ್ರಭಾವ ಕಾಣಿಸುತ್ತದೆ. ಅವರು ಯಾವುದೇ ಸಮಸ್ಯೆಯ ಮೂಲ ಕಾರಣವನ್ನು ಗುರುತಿಸಲು ಬಿಡುವುದಿಲ್ಲ. ಭಾರತೀಯ ಸಂಸ್ಕೃತಿ ಮತ್ತು ಪರಂಪರೆಯನ್ನು ಹೀಯಾಳಿಸುವುದೇ ಅವರ ಗುರಿಯಾಗಿದೆ. ಇಂತಹ ಮನೆಹಾಳರಿಂದ ಸಮಾಜವನ್ನು ರಕ್ಷಿಸುವುದು ಇಂದಿನ ಅಗತ್ಯವಾಗಿದೆ.	[708, 144, 918, 180]
sagara-title: ಸಾಗರ	[80, 811, 116, 832]
pratimegala-body-top	[28, 664, 293, 690]
masthead	[0, 0, 945, 95]
quote-attribution: -ಕುಲಾರ್ಣವತಂತ್ರ	[198, 654, 235, 662]
article-2-body-1: ಪನಿಷತ್ತುಗಳಲ್ಲಿ ಮನುಷ್ಯನ ಮರಣಾನಂತರದ ಪಯಣದ ಬಗ್ಗೆ ವಿವರವಾಗಿ ಹೇಳಲಾಗಿದೆ. ಇಷ್ಟಾಪೂರ್ತಿ ಕರ್ಮಗಳನ್ನು ಮಾಡಿದವರು ಧೂಮಾದಿ ಮಾರ್ಗದಲ್ಲಿ ಪಿತೃಲೋಕಕ್ಕೆ ಸಾಗುತ್ತಾರೆ. ಅಲ್ಲಿಂದ ಚಂದ್ರಲೋಕವನ್ನು ಸೇರಿ ಕರ್ಮಫಲವನ್ನು ಅನುಭವಿಸುತ್ತಾರೆ. ಪುಣ್ಯ ಕ್ಷಯವಾದ ಮೇಲೆ ಮತ್ತೆ ಭೂಮಿಗೆ ಮರಳುತ್ತಾರೆ ಎಂಬುದು ಶಾಸ್ತ್ರದ ನಿಲುವು.	[300, 672, 496, 717]
section-title: ವಿಚಾರ	[460, 40, 540, 81]
article-divider	[300, 572, 920, 573]
date-block	[815, 36, 915, 75]
pratimegala-body-d: ಯೋಗಿಗಳು ಪರಮಾತ್ಮನನ್ನು ತಮ್ಮೊಳಗೇ ಕಾಣುತ್ತಾರೆ. ಪ್ರತಿಮೆಗಳಲ್ಲಲ್ಲ. ಅಲ್ಪರ ಭಾವನೆಗಾಗಿ ಮತ್ತು ಉಪಾಸನೆಗಾಗಿ ಪ್ರತಿಮೆಗಳ ಕಲ್ಪನೆ ಮಾಡಲಾಗಿದೆ. ಪ್ರತಿಮೆಯ ಮೂಲಕ ಭಕ್ತನು ತನ್ನ ಆರಾಧ್ಯ ದೇವತೆಯನ್ನು ಕಾಣುತ್ತಾನೆ. ಭಗವಂತ ಸರ್ವವ್ಯಾಪಿ ಎಂಬ ಸತ್ಯವನ್ನು ಅರಿಯಲು ಇದು ಮೊದಲ ಮೆಟ್ಟಿಲು. ಹೀಗೆ ಸಾಕಾರದಿಂದ ನಿರಾಕಾರದೆಡೆಗೆ ಸಾಗುವ ಸಾಧನೆಯೇ ಉಪಾಸನೆಯ ಗುರಿಯಾಗಿದೆ. ಅಂತಹ ಶ್ರದ್ಧೆ ಮತ್ತು ಭಕ್ತಿಯಿಂದ ಮಾಡುವ ಪೂಜೆಯೇ ಫಲ ನೀಡುತ್ತದೆ ಎಂಬುದು ಶಾಸ್ತ್ರಗಳ ಅಭಿಪ್ರಾಯ.	[30, 926, 293, 963]
bottom-body-6: ಲವು ದಿನಗಳ ಹಿಂದೆ ಕೇಂದ್ರ ಸರ್ಕಾರವು ಒಬಿಸಿ ಪಟ್ಟಿಯ ಕುರಿತು ಪಶ್ಚಿಮ ಬಂಗಾಳ ಸರ್ಕಾರದಿಂದ ವಿವರಣೆ ಕೇಳಿದೆ. ರಾಜ್ಯದ ಒಬಿಸಿ ಪಟ್ಟಿಯಲ್ಲಿ ಸೇರಿಸಲಾದ ಸಮುದಾಯಗಳಲ್ಲಿ ಬಹುಪಾಲು ಮುಸ್ಲಿಂ ಸಮುದಾಯಗಳೇ ಆಗಿವೆ. 2010ರ ನಂತರ ಸೇರಿಸಲಾದ 77 ಸಮುದಾಯಗಳಲ್ಲಿ 75 ಮುಸ್ಲಿಂ ಸಮುದಾಯಗಳಾಗಿವೆ ಎಂದು ವರದಿಗಳು ತಿಳಿಸುತ್ತವೆ. ಕಲ್ಕತ್ತಾ ಹೈಕೋರ್ಟ್ ಈ ಸೇರ್ಪಡೆಯನ್ನು ರದ್ದುಗೊಳಿಸಿತ್ತು. ಮಮತಾ ಬ್ಯಾನರ್ಜಿ ಸರ್ಕಾರದ ಈ ನಿರ್ಧಾರ ತುಷ್ಟೀಕರಣ ರಾಜಕಾರಣದ ಪರಮಾವಧಿ ಎಂದು ವಿಪಕ್ಷಗಳು ಟೀಕಿಸಿವೆ. ನೈಜ ಹಿಂದುಳಿದ ವರ್ಗಗಳಿಗೆ ಇದರಿಂದ ಅನ್ಯಾಯವಾಗುತ್ತಿದೆ ಎಂಬ ಆರೋಪ ವ್ಯಕ್ತವಾಗಿದೆ. ಮೀಸಲಾತಿಯ ಮೂಲ ಉದ್ದೇಶವೇ ಮರೆಯಾಗುತ್ತಿದೆ. 2011ರ ಜನಗಣತಿ ಪ್ರಕಾರ ರಾಜ್ಯದಲ್ಲಿ ಮುಸ್ಲಿಮರ ಪ್ರಮಾಣ ಶೇ.27 ಆಗಿದ್ದು, ಒಬಿಸಿ ಪಟ್ಟಿಯಲ್ಲಿ ಅವರ ಪಾಲು ಅತಿಯಾಗಿದೆ. ಸುಪ್ರೀಂಕೋರ್ಟ್ ಈ ಕುರಿತು ವಿಚಾರಣೆ ನಡೆಸುತ್ತಿದೆ. ಸಂವಿಧಾನದ ಆಶಯಕ್ಕೆ ವಿರುದ್ಧವಾಗಿ ಧರ್ಮಾಧಾರಿತ ಮೀಸಲಾತಿ ನೀಡುವುದು ಸಮರ್ಥನೀಯವಲ್ಲ ಎಂಬುದು ತಜ್ಞರ ಅಭಿಪ್ರಾಯ. ಮತಬ್ಯಾಂಕ್ ರಾಜಕಾರಣಕ್ಕಾಗಿ ಸಾಮಾಜಿಕ ನ್ಯಾಯದ ತತ್ವವನ್ನು ಬಲಿಕೊಡಲಾಗುತ್ತಿದೆ.	[770, 1210, 920, 1357]
article-2-body-1c: ದೃಷ್ಟಾ ಕೃಷ್ಣೋ ಎಂಬುದಾಗಿ ಪ್ರಸ್ತಾಪ ಬರುತ್ತದೆ. ಅಲ್ಲಿ ಅಹಂಕಾರ ಸ್ವರ್ಗದ ಎಲ್ಲ ಸುಖಭೋಗಗಳು ಅನುಭವಿಸಿದ ಬಳಿಕ ಜೀವವು ಮತ್ತೆ ಮಳೆಯ ರೂಪದಲ್ಲಿ ಭೂಮಿಗೆ ಇಳಿದು ಅನ್ನವಾಗಿ ಪುರುಷನಲ್ಲಿ ಸೇರುತ್ತದೆ. ಇದೇ ಪಿತೃಯಾಣದ ಚಕ್ರ. ದೇವಯಾನದಲ್ಲಿ ಸಾಗಿದವರು ಮಾತ್ರ ಹಿಂತಿರುಗುವುದಿಲ್ಲ.	[300, 736, 496, 773]
editorial-column	[28, 100, 293, 600]
article-2-col-1	[300, 672, 496, 1160]
print-color-bar	[790, 1440, 860, 1446]
editorial-logo-icon	[46, 110, 78, 142]
article-1-dropcap: ಪ್ರ	[300, 144, 324, 179]
loka-author-photo	[40, 851, 66, 877]
article-2-body-3c: ಹೀಗೆ ಯಜ್ಞ, ದಾನ, ತಪಸ್ಸುಗಳ ಮೂಲಕ ಪುಣ್ಯ ಸಂಪಾದಿಸಿದವರು ಸ್ವರ್ಗಸುಖವನ್ನು ಅನುಭವಿಸುತ್ತಾರೆ. ಆದರೆ ಅದು ಶಾಶ್ವತವಲ್ಲ. ಭಗವದ್ಗೀತೆಯಲ್ಲಿ ಹೇಳಿದಂತೆ ಕ್ಷೀಣೇ ಪುಣ್ಯೇ ಮರ್ತ್ಯಲೋಕಂ ವಿಶಂತಿ. ಆದ್ದರಿಂದ ಮೋಕ್ಷವೇ ಪರಮ ಗುರಿಯಾಗಿರಬೇಕು.	[710, 680, 920, 707]
